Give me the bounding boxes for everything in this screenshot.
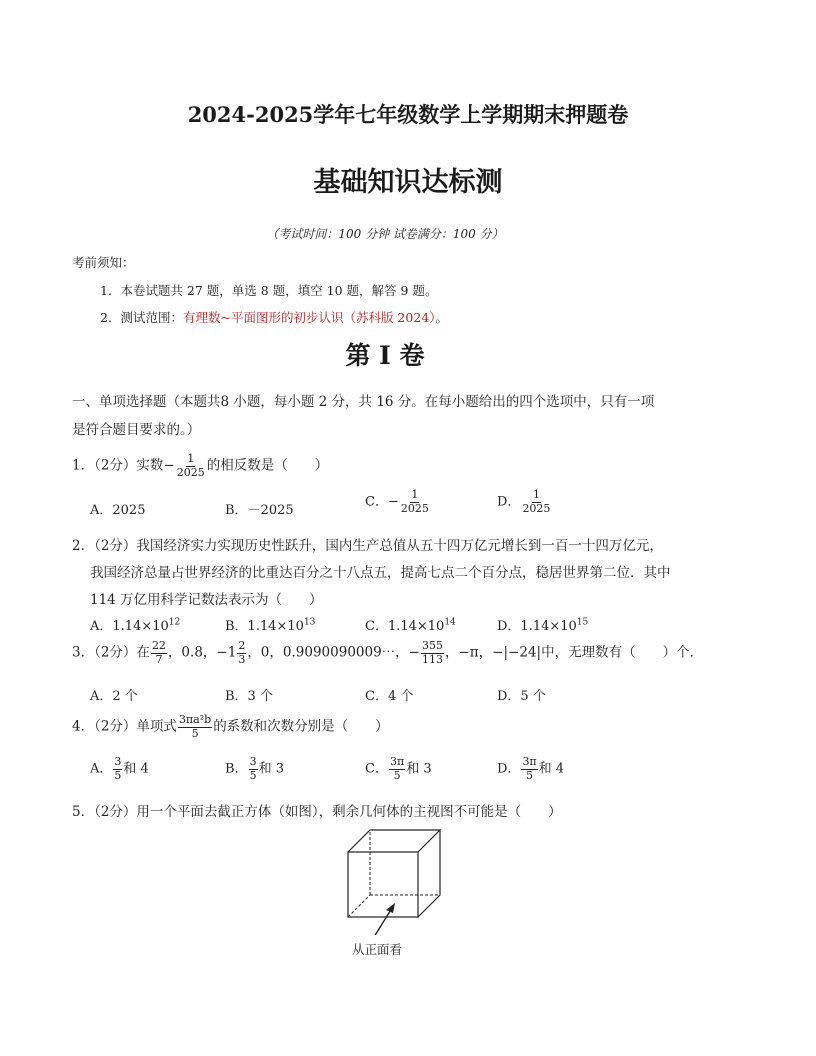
notice-label: 考前须知：: [72, 255, 135, 270]
question-1: [72, 453, 328, 479]
q2-a-base: A．1.14×10: [90, 619, 169, 634]
q1-frac-num: 1: [187, 452, 195, 465]
q1-d-den: 2025: [522, 501, 551, 515]
q4-d-den: 5: [526, 768, 534, 782]
q4-b-prefix: B．: [225, 761, 248, 777]
q1-d-num: 1: [532, 488, 540, 501]
q4-a-fraction: [113, 756, 122, 782]
q2-d-base: D．1.14×10: [497, 619, 577, 634]
q2-option-b[interactable]: [225, 615, 315, 634]
cube-front-face: [348, 852, 418, 917]
q1-frac-den: 2025: [176, 465, 205, 479]
q4-suffix: 的系数和次数分别是（ ）: [213, 718, 389, 735]
exam-info: （考试时间：100 分钟 试卷满分：100 分）: [266, 227, 504, 241]
q4-a-prefix: A．: [90, 761, 113, 777]
q4-den: 5: [191, 726, 199, 740]
q4-a-num: 3: [114, 755, 122, 768]
q1-option-b[interactable]: B．－2025: [225, 503, 294, 518]
q4-d-num: 3π: [522, 755, 537, 768]
q1-prefix: 1．（2分）实数−: [72, 457, 175, 474]
q2-d-exp: 15: [576, 617, 589, 628]
q4-b-num: 3: [249, 755, 257, 768]
q1-suffix: 的相反数是（ ）: [206, 457, 329, 474]
q3-f2-den: 3: [238, 652, 246, 666]
q1-option-d[interactable]: [497, 489, 552, 515]
q3-option-c[interactable]: C．4 个: [365, 689, 414, 704]
q3-f2-num: 2: [238, 639, 246, 652]
q2-option-d[interactable]: [497, 615, 588, 634]
view-arrow-head: [386, 903, 395, 913]
q3-option-a[interactable]: A．2 个: [90, 689, 138, 704]
q4-c-suffix: 和 3: [406, 761, 432, 777]
q2-option-c[interactable]: [365, 615, 456, 634]
q3-f1-den: 7: [155, 652, 163, 666]
section-heading-line-2: 是符合题目要求的。）: [72, 422, 201, 438]
q4-option-a[interactable]: [90, 756, 149, 782]
question-2-line-3: 114 万亿用科学记数法表示为（ ）: [90, 592, 323, 608]
question-3: [72, 640, 703, 666]
q3-fraction-1: [151, 640, 167, 666]
q2-c-base: C．1.14×10: [365, 619, 445, 634]
q2-b-exp: 13: [303, 617, 316, 628]
question-5: 5．（2分）用一个平面去截正方体（如图），剩余几何体的主视图不可能是（ ）: [72, 804, 562, 820]
q3-mid-2: ，0，0.9090090009⋯，−: [247, 644, 420, 661]
notice-item-2-suffix: 。: [435, 310, 448, 325]
cube-top-face: [348, 830, 440, 852]
cube-figure: [340, 825, 450, 935]
q4-c-num: 3π: [389, 755, 405, 768]
q3-fraction-3: [421, 640, 444, 666]
q1-d-fraction: [521, 489, 551, 515]
q3-option-b[interactable]: B．3 个: [225, 689, 273, 704]
q1-c-num: 1: [411, 488, 419, 501]
question-2-line-1: 2．（2分）我国经济实力实现历史性跃升，国内生产总值从五十四万亿元增长到一百一十四万亿元，: [72, 538, 663, 554]
view-arrow-shaft: [374, 908, 392, 935]
q3-prefix: 3．（2分）在: [72, 644, 150, 661]
q1-c-fraction: [400, 489, 430, 515]
q4-d-prefix: D．: [497, 761, 521, 777]
q4-a-suffix: 和 4: [123, 761, 149, 777]
notice-item-2: [100, 308, 448, 326]
q4-b-suffix: 和 3: [258, 761, 284, 777]
q2-a-exp: 12: [168, 617, 181, 628]
section-heading-line-1: 一、单项选择题（本题共8 小题，每小题 2 分，共 16 分。在每小题给出的四个选项中，只有一项: [72, 394, 655, 410]
q3-f3-den: 113: [422, 652, 443, 666]
q4-option-b[interactable]: [225, 756, 284, 782]
q3-f1-num: 22: [151, 639, 166, 652]
q4-d-suffix: 和 4: [538, 761, 565, 777]
question-2-line-2: 我国经济总量占世界经济的比重达百分之十八点五，提高七点二个百分点，稳居世界第二位．其中: [90, 565, 671, 581]
q4-c-den: 5: [393, 768, 401, 782]
q1-c-den: 2025: [400, 501, 429, 515]
notice-item-2-prefix: 2．测试范围：: [100, 310, 183, 325]
q4-option-d[interactable]: [497, 756, 564, 782]
q3-suffix: ，−π，−|−24|中，无理数有（ ）个．: [445, 644, 704, 661]
q2-b-base: B．1.14×10: [225, 619, 304, 634]
q1-option-c[interactable]: [365, 489, 431, 515]
q4-option-c[interactable]: [365, 756, 432, 782]
q4-a-den: 5: [114, 768, 122, 782]
q4-c-prefix: C．: [365, 761, 388, 777]
q4-d-fraction: [521, 756, 537, 782]
paper-title: 2024-2025学年七年级数学上学期期末押题卷: [187, 102, 629, 127]
q2-option-a[interactable]: [90, 615, 180, 634]
q1-option-a[interactable]: A．2025: [90, 503, 146, 518]
cube-right-face: [418, 830, 440, 917]
volume-title: 第 I 卷: [345, 341, 425, 370]
hidden-edge-diagonal: [348, 895, 370, 917]
q1-d-prefix: D．: [497, 494, 521, 510]
figure-caption: 从正面看: [352, 942, 403, 957]
q1-c-prefix: C．−: [365, 494, 399, 510]
q4-num: 3πa²b: [178, 713, 212, 726]
notice-item-1: 1．本卷试题共 27 题，单选 8 题，填空 10 题，解答 9 题。: [100, 283, 438, 298]
q2-c-exp: 14: [444, 617, 456, 628]
test-scope: 有理数~平面图形的初步认识（苏科版 2024）: [182, 310, 436, 325]
q4-b-fraction: [249, 756, 258, 782]
paper-subtitle: 基础知识达标测: [313, 167, 503, 198]
q3-option-d[interactable]: D．5 个: [497, 689, 546, 704]
q3-mid-1: ，0.8，−1: [167, 644, 237, 661]
q4-c-fraction: [389, 756, 405, 782]
q3-fraction-2: [237, 640, 246, 666]
question-4: [72, 714, 389, 740]
q3-f3-num: 355: [422, 639, 443, 652]
q4-prefix: 4．（2分）单项式: [72, 718, 177, 735]
q1-fraction: [176, 453, 206, 479]
q4-b-den: 5: [249, 768, 257, 782]
q4-fraction: [178, 714, 212, 740]
